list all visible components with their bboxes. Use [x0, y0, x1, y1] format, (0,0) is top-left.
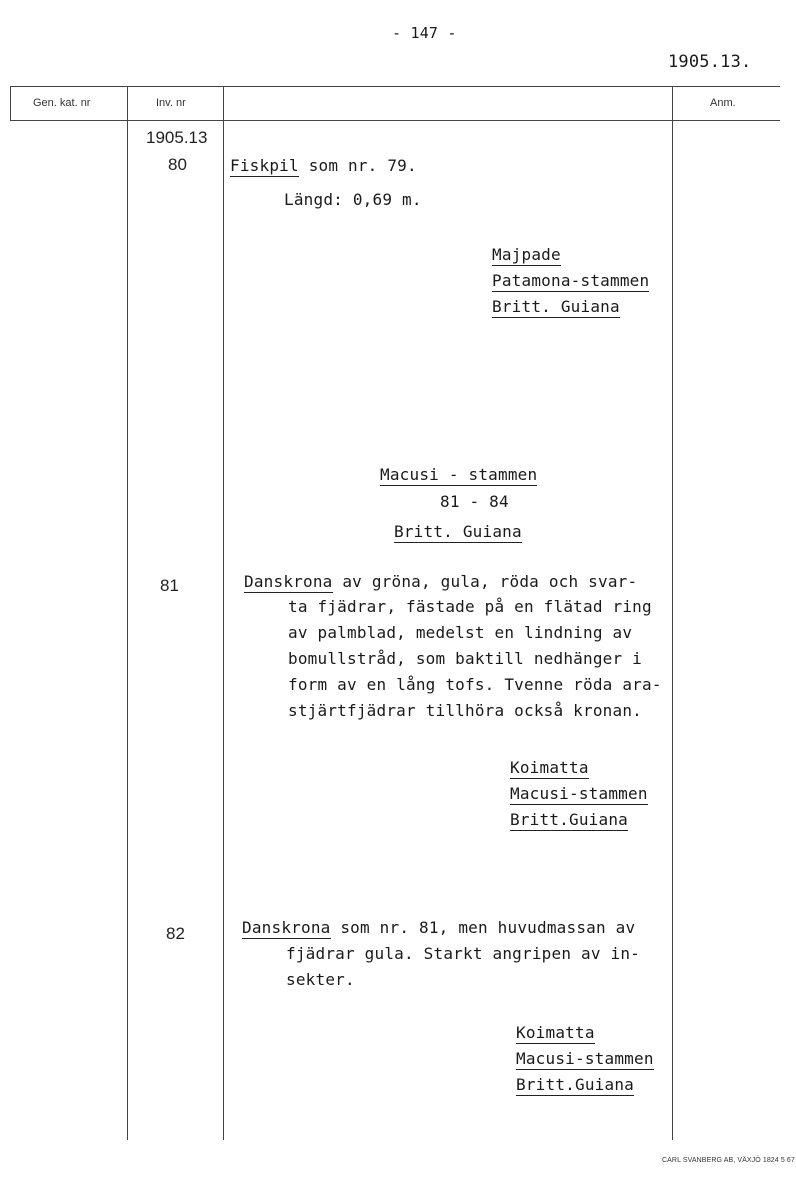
entry-80-location-region: Britt. Guiana — [492, 297, 620, 316]
entry-80-text: som nr. 79. — [308, 156, 417, 175]
entry-81-location-tribe: Macusi-stammen — [510, 784, 648, 803]
entry-81-desc-line: bomullstråd, som baktill nedhänger i — [288, 649, 642, 668]
page-number: - 147 - — [392, 24, 457, 42]
entry-82-description — [286, 941, 640, 993]
entry-82-object: Danskrona — [242, 918, 331, 937]
entry-82-number: 82 — [166, 924, 185, 943]
entry-80-number: 80 — [168, 155, 187, 174]
entry-81-location — [510, 755, 648, 833]
column-rule-gen — [127, 86, 128, 1140]
entry-80-location-place: Majpade — [492, 245, 561, 264]
entry-82-first-text: som nr. 81, men huvudmassan av — [340, 918, 636, 937]
group-tribe: Macusi - stammen — [380, 465, 538, 484]
entry-82-location-tribe: Macusi-stammen — [516, 1049, 654, 1068]
entry-81-desc-line: ta fjädrar, fästade på en flätad ring — [288, 597, 652, 616]
header-top-rule — [10, 86, 780, 87]
entry-80-location-tribe: Patamona-stammen — [492, 271, 650, 290]
entry-82-desc-line: sekter. — [286, 970, 355, 989]
entry-82-desc-line: fjädrar gula. Starkt angripen av in- — [286, 944, 640, 963]
column-rule-anm — [672, 86, 673, 1140]
entry-81-desc-line: form av en lång tofs. Tvenne röda ara- — [288, 675, 662, 694]
entry-81-object: Danskrona — [244, 572, 333, 591]
entry-80-location — [492, 242, 649, 320]
left-frame-rule — [10, 86, 11, 120]
entry-81-first-text: av gröna, gula, röda och svar- — [342, 572, 638, 591]
entry-80-measure: Längd: 0,69 m. — [284, 190, 422, 209]
group-region: Britt. Guiana — [394, 522, 522, 541]
printer-imprint: CARL SVANBERG AB, VÄXJÖ 1824 5 67 — [662, 1157, 795, 1164]
inv-year: 1905.13 — [146, 128, 208, 147]
column-header-inv-nr: Inv. nr — [156, 97, 186, 109]
group-range: 81 - 84 — [440, 492, 509, 511]
entry-81-location-region: Britt.Guiana — [510, 810, 628, 829]
entry-81-location-place: Koimatta — [510, 758, 589, 777]
entry-82-location-region: Britt.Guiana — [516, 1075, 634, 1094]
catalog-code: 1905.13. — [668, 52, 752, 72]
entry-81-desc-line: av palmblad, medelst en lindning av — [288, 623, 633, 642]
entry-81-desc-line: stjärtfjädrar tillhöra också kronan. — [288, 701, 642, 720]
entry-81-first-line — [244, 572, 637, 591]
column-header-anm: Anm. — [710, 97, 736, 109]
entry-82-location-place: Koimatta — [516, 1023, 595, 1042]
entry-81-number: 81 — [160, 576, 179, 595]
column-header-gen-kat-nr: Gen. kat. nr — [33, 97, 91, 109]
entry-81-description — [288, 594, 662, 724]
entry-82-location — [516, 1020, 654, 1098]
entry-80-object: Fiskpil — [230, 156, 299, 175]
entry-82-first-line — [242, 918, 635, 937]
header-bottom-rule — [10, 120, 780, 121]
column-rule-inv — [223, 86, 224, 1140]
entry-80-line — [230, 156, 417, 175]
